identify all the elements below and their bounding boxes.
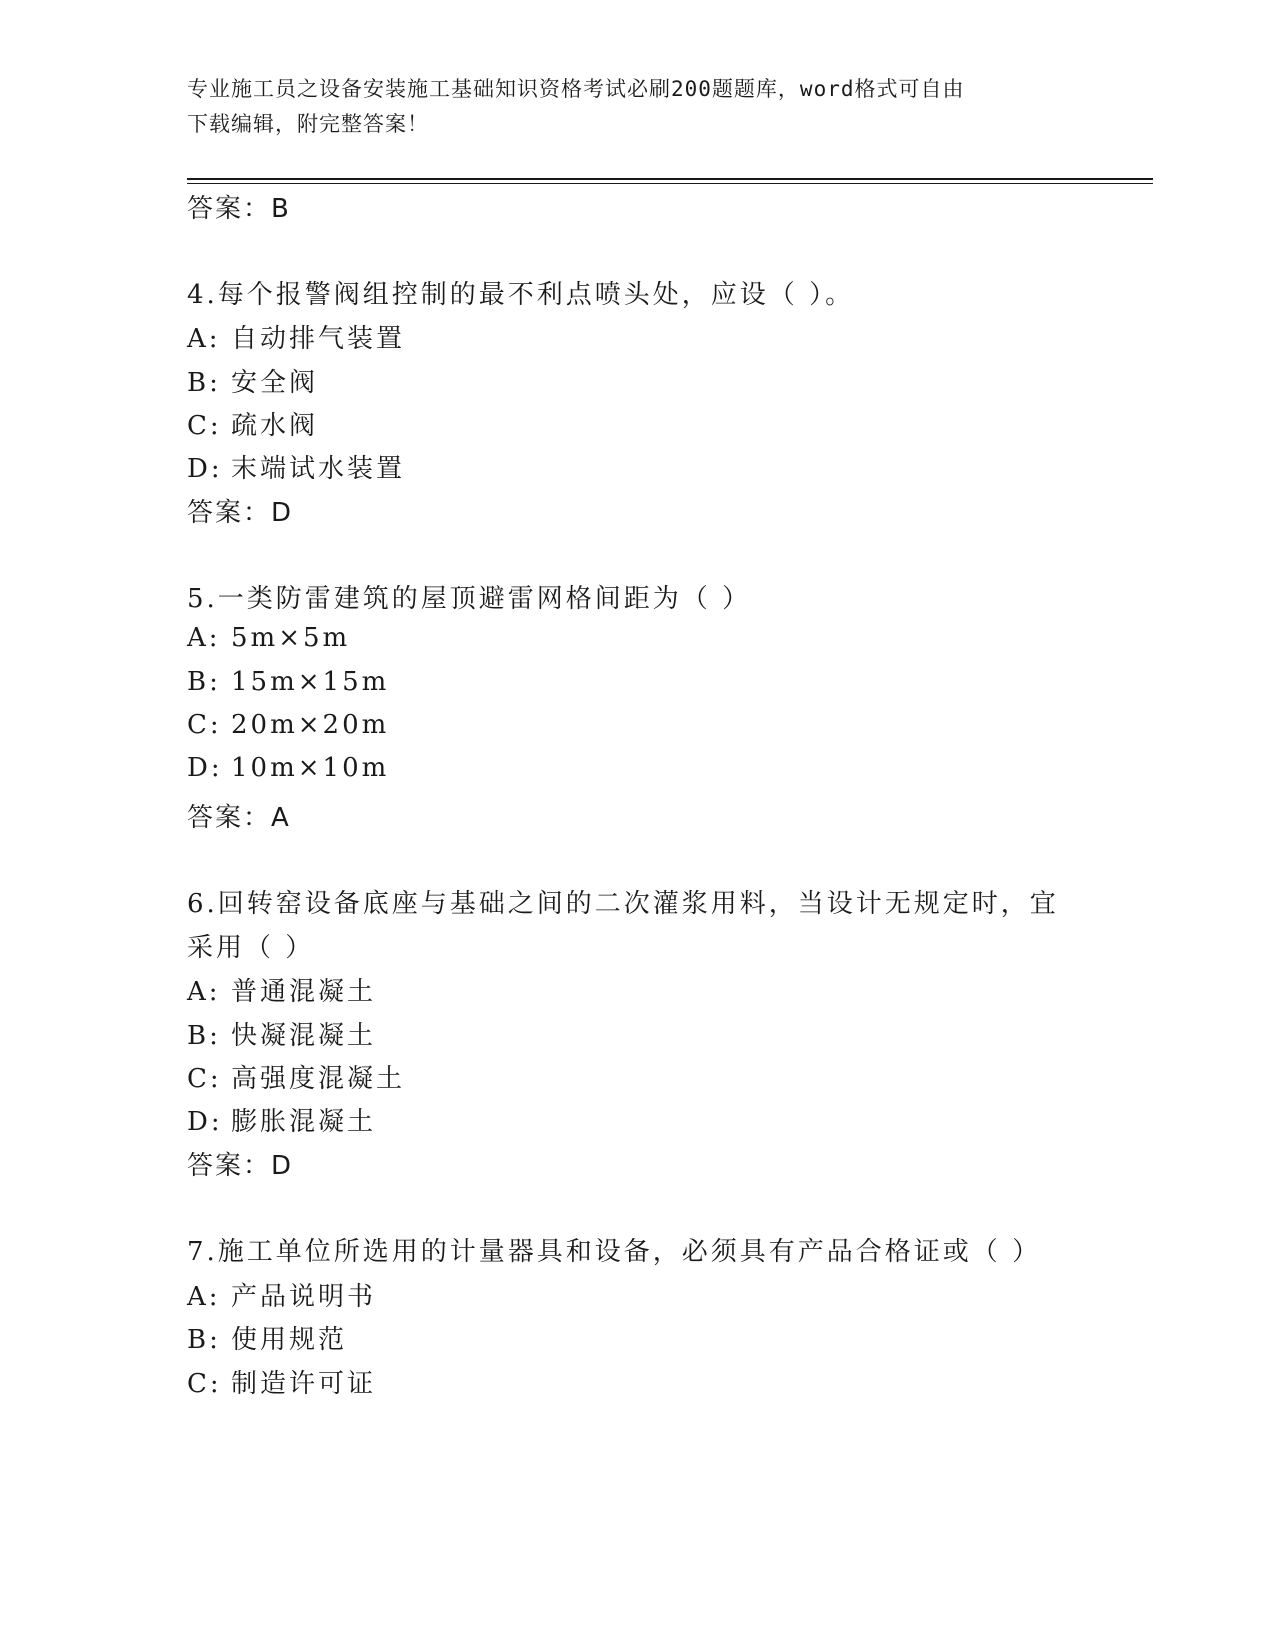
- option-text: 使用规范: [231, 1325, 348, 1355]
- option-letter: A:: [187, 324, 221, 354]
- option-letter: B:: [187, 1021, 221, 1051]
- option-letter: A:: [187, 1282, 221, 1312]
- option-letter: C:: [187, 1064, 222, 1094]
- option-text: 制造许可证: [231, 1369, 377, 1399]
- option-letter: A:: [187, 623, 221, 653]
- option-letter: B:: [187, 667, 221, 697]
- option-letter: C:: [187, 1369, 222, 1399]
- question-6-answer: 答案：D: [187, 1151, 294, 1181]
- question-5-option-d: [187, 753, 389, 783]
- option-text: 产品说明书: [231, 1282, 377, 1312]
- question-7-option-b: [187, 1319, 347, 1356]
- option-letter: C:: [187, 710, 222, 740]
- option-text: 15m×15m: [231, 667, 390, 697]
- option-letter: C:: [187, 411, 222, 441]
- option-text: 10m×10m: [231, 753, 390, 783]
- document-header: [187, 72, 1087, 142]
- option-text: 安全阀: [231, 368, 319, 398]
- question-6-option-b: [187, 1015, 376, 1052]
- option-text: 高强度混凝土: [231, 1064, 406, 1094]
- option-text: 快凝混凝土: [231, 1021, 377, 1051]
- question-7-stem: 7.施工单位所选用的计量器具和设备，必须具有产品合格证或（ ）: [187, 1237, 1042, 1267]
- option-letter: D:: [187, 753, 223, 783]
- option-text: 疏水阀: [231, 411, 319, 441]
- option-letter: B:: [187, 368, 221, 398]
- question-4-option-a: [187, 318, 405, 355]
- question-5-stem: 5.一类防雷建筑的屋顶避雷网格间距为（ ）: [187, 584, 752, 614]
- option-text: 5m×5m: [231, 623, 351, 653]
- header-divider-thick: [187, 178, 1153, 180]
- question-4-option-b: [187, 362, 318, 399]
- header-line-2: 下载编辑，附完整答案！: [187, 112, 429, 136]
- question-6-stem-line-1: 6.回转窑设备底座与基础之间的二次灌浆用料，当设计无规定时，宜: [187, 889, 1059, 919]
- option-text: 普通混凝土: [231, 977, 377, 1007]
- option-text: 膨胀混凝土: [231, 1107, 377, 1137]
- question-5-option-a: [187, 623, 350, 653]
- header-divider-thin: [187, 183, 1153, 184]
- question-4-stem: 4.每个报警阀组控制的最不利点喷头处，应设（ ）。: [187, 280, 855, 310]
- option-text: 自动排气装置: [231, 324, 406, 354]
- question-5-option-c: [187, 710, 389, 740]
- option-letter: D:: [187, 454, 223, 484]
- question-5-answer: 答案：A: [187, 803, 291, 833]
- question-4-option-d: [187, 448, 405, 485]
- question-5-option-b: [187, 667, 389, 697]
- question-6-option-c: [187, 1058, 405, 1095]
- question-6-option-d: [187, 1101, 376, 1138]
- option-letter: D:: [187, 1107, 223, 1137]
- option-letter: A:: [187, 977, 221, 1007]
- option-text: 末端试水装置: [231, 454, 406, 484]
- question-4-option-c: [187, 405, 318, 442]
- answer-previous: 答案：B: [187, 194, 291, 224]
- question-6-stem-line-2: 采用（ ）: [187, 933, 315, 963]
- question-4-answer: 答案：D: [187, 498, 294, 528]
- question-7-option-a: [187, 1276, 376, 1313]
- option-text: 20m×20m: [231, 710, 390, 740]
- header-line-1: 专业施工员之设备安装施工基础知识资格考试必刷200题题库，word格式可自由: [187, 77, 965, 101]
- option-letter: B:: [187, 1325, 221, 1355]
- question-6-option-a: [187, 971, 376, 1008]
- question-7-option-c: [187, 1363, 376, 1400]
